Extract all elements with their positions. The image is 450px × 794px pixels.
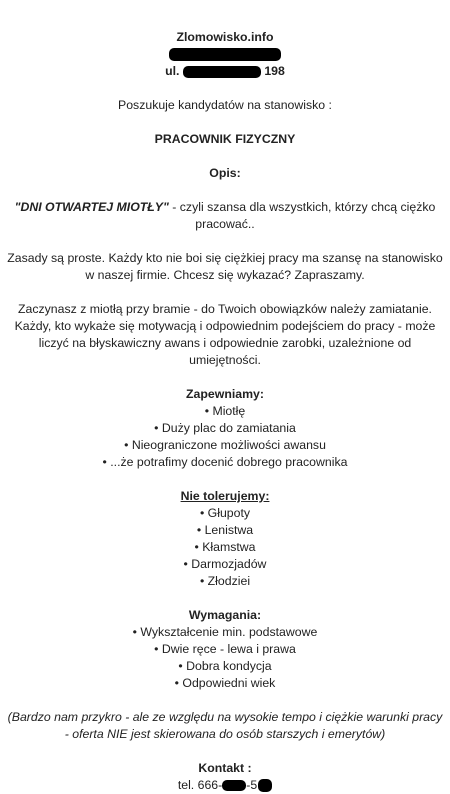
not-tolerated-list — [0, 505, 450, 590]
redaction-mark — [222, 780, 246, 791]
requirements-heading: Wymagania: — [188, 608, 262, 622]
redaction-mark — [183, 66, 261, 78]
list-item: • Głupoty — [0, 505, 450, 522]
campaign-title: "DNI OTWARTEJ MIOTŁY" — [14, 200, 169, 214]
list-item: • ...że potrafimy docenić dobrego pracownika — [0, 454, 450, 471]
list-item: • Miotłę — [0, 403, 450, 420]
list-item: • Nieograniczone możliwości awansu — [0, 437, 450, 454]
offer-list — [0, 403, 450, 471]
list-item: • Darmozjadów — [0, 556, 450, 573]
requirements-list — [0, 624, 450, 692]
redaction-mark — [258, 779, 272, 792]
street-address — [0, 63, 450, 80]
list-item: • Dwie ręce - lewa i prawa — [0, 641, 450, 658]
description-heading: Opis: — [209, 166, 241, 180]
redacted-line — [0, 46, 450, 63]
contact-heading: Kontakt : — [198, 761, 252, 775]
street-prefix: ul. — [165, 64, 180, 78]
offer-heading: Zapewniamy: — [186, 387, 264, 401]
list-item: • Dobra kondycja — [0, 658, 450, 675]
not-tolerated-heading: Nie tolerujemy: — [180, 489, 270, 503]
list-item: • Odpowiedni wiek — [0, 675, 450, 692]
start-paragraph: Zaczynasz z miotłą przy bramie - do Twoich obowiązków należy zamiatanie. Każdy, kto wykaże się motywacją i odpowiednim podejściem do pracy - może liczyć na błyskawiczny awans i odpowiednie zarobki, uzależnione od umiejętności. — [14, 302, 436, 367]
position-title: PRACOWNIK FIZYCZNY — [154, 132, 296, 146]
campaign-paragraph — [0, 199, 450, 233]
campaign-text: - czyli szansa dla wszystkich, którzy chcą ciężko pracować.. — [168, 200, 436, 231]
disclaimer: (Bardzo nam przykro - ale ze względu na wysokie tempo i ciężkie warunki pracy - oferta NIE jest skierowana do osób starszych i emerytów) — [7, 710, 443, 741]
rules-paragraph: Zasady są proste. Każdy kto nie boi się ciężkiej pracy ma szansę na stanowisko w naszej firmie. Chcesz się wykazać? Zapraszamy. — [7, 251, 443, 282]
redaction-mark — [169, 48, 281, 61]
site-name: Zlomowisko.info — [176, 30, 274, 44]
list-item: • Złodziei — [0, 573, 450, 590]
list-item: • Lenistwa — [0, 522, 450, 539]
phone-mid: -5 — [246, 778, 258, 792]
list-item: • Wykształcenie min. podstawowe — [0, 624, 450, 641]
list-item: • Duży plac do zamiatania — [0, 420, 450, 437]
street-number: 198 — [264, 64, 285, 78]
contact-phone — [0, 777, 450, 794]
list-item: • Kłamstwa — [0, 539, 450, 556]
intro-text: Poszukuje kandydatów na stanowisko : — [118, 98, 332, 112]
phone-prefix: tel. 666- — [177, 778, 223, 792]
